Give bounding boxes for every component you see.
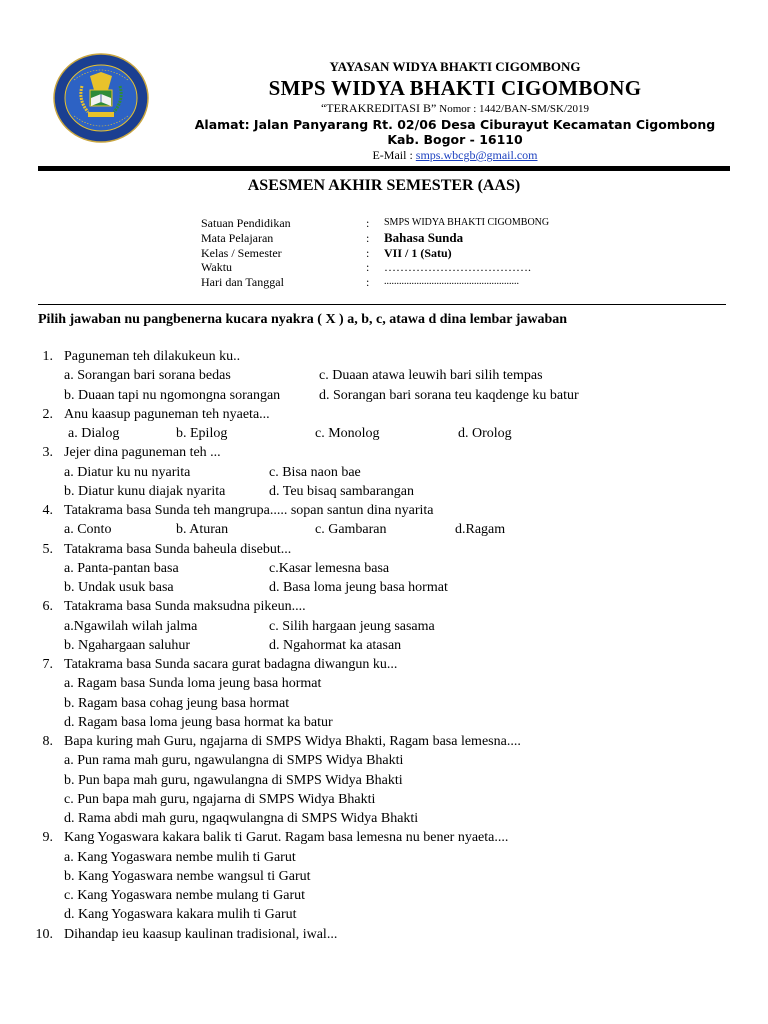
question-number: 4. <box>42 503 53 518</box>
answer-option: a. Diatur ku nu nyarita <box>64 464 191 480</box>
question-text: Paguneman teh dilakukeun ku.. <box>64 349 241 364</box>
answer-option: a.Ngawilah wilah jalma <box>64 618 198 634</box>
question-item <box>0 597 768 616</box>
question-text: Tatakrama basa Sunda baheula disebut... <box>64 541 292 557</box>
answer-option: a. Pun rama mah guru, ngawulangna di SMPS Widya Bhakti <box>64 753 404 769</box>
answer-option: a. Panta-pantan basa <box>64 560 179 576</box>
answer-option: b. Pun bapa mah guru, ngawulangna di SMPS Widya Bhakti <box>64 772 403 788</box>
email-link[interactable]: smps.wbcgb@gmail.com <box>415 148 538 162</box>
question-item <box>0 501 768 520</box>
question-text: Tatakrama basa Sunda teh mangrupa..... sopan santun dina nyarita <box>64 503 434 518</box>
answer-option: a. Kang Yogaswara nembe mulih ti Garut <box>64 849 296 865</box>
answer-option: d. Basa loma jeung basa hormat <box>269 580 448 595</box>
answer-option: c. Kang Yogaswara nembe mulang ti Garut <box>64 888 306 903</box>
question-number: 3. <box>42 445 53 461</box>
answer-option: b. Ngahargaan saluhur <box>64 637 191 653</box>
question-number: 2. <box>42 406 53 422</box>
letterhead <box>0 0 768 175</box>
foundation-name: YAYASAN WIDYA BHAKTI CIGOMBONG <box>329 59 581 74</box>
answer-option: c. Pun bapa mah guru, ngajarna di SMPS Widya Bhakti <box>64 791 376 807</box>
answer-option: a. Sorangan bari sorana bedas <box>64 368 231 384</box>
option-row <box>0 424 768 443</box>
answer-option: c. Duaan atawa leuwih bari silih tempas <box>319 368 543 384</box>
option-row <box>0 617 768 636</box>
address-line-2: Kab. Bogor - 16110 <box>387 132 523 147</box>
question-item <box>0 443 768 462</box>
question-item <box>0 732 768 751</box>
option-row <box>0 867 768 886</box>
option-row <box>0 636 768 655</box>
option-row <box>0 790 768 809</box>
answer-option: a. Ragam basa Sunda loma jeung basa hormat <box>64 676 322 692</box>
question-text: Tatakrama basa Sunda sacara gurat badagna diwangun ku... <box>64 657 398 672</box>
address-line-1: Alamat: Jalan Panyarang Rt. 02/06 Desa Ciburayut Kecamatan Cigombong <box>194 117 716 132</box>
answer-option: d.Ragam <box>455 522 506 538</box>
email-label: E-Mail : <box>372 148 416 162</box>
question-number: 8. <box>42 734 53 749</box>
info-colon: : <box>366 245 370 260</box>
option-row <box>0 809 768 828</box>
answer-option: c. Bisa naon bae <box>269 464 361 480</box>
instruction-text: Pilih jawaban nu pangbenerna kucara nyakra ( X ) a, b, c, atawa d dina lembar jawaban <box>38 312 568 327</box>
option-row <box>0 366 768 385</box>
answer-option: c. Monolog <box>315 426 380 441</box>
question-number: 6. <box>42 599 53 615</box>
info-row <box>201 275 621 290</box>
info-row <box>201 246 621 261</box>
answer-option: b. Undak usuk basa <box>64 580 174 595</box>
info-colon: : <box>366 260 370 275</box>
option-row <box>0 771 768 790</box>
answer-option: b. Aturan <box>176 522 229 538</box>
question-number: 7. <box>42 657 53 672</box>
school-name: SMPS WIDYA BHAKTI CIGOMBONG <box>268 76 642 100</box>
option-row <box>0 694 768 713</box>
answer-option: d. Rama abdi mah guru, ngaqwulangna di SMPS Widya Bhakti <box>64 811 419 826</box>
info-value: ...................................................... <box>384 276 519 288</box>
question-text: Jejer dina paguneman teh ... <box>64 445 221 461</box>
exam-title: ASESMEN AKHIR SEMESTER (AAS) <box>247 177 521 194</box>
option-row <box>0 482 768 501</box>
info-colon: : <box>366 216 370 230</box>
letterhead-text <box>175 58 735 164</box>
question-list <box>0 347 768 944</box>
option-row <box>0 463 768 482</box>
answer-option: a. Conto <box>64 522 112 538</box>
info-label: Hari dan Tanggal <box>201 275 284 290</box>
info-divider <box>38 304 726 305</box>
option-row <box>0 886 768 905</box>
answer-option: a. Dialog <box>68 426 120 441</box>
option-row <box>0 674 768 693</box>
info-colon: : <box>366 230 370 245</box>
answer-option: d. Ragam basa loma jeung basa hormat ka batur <box>64 714 333 730</box>
info-value: Bahasa Sunda <box>384 229 464 245</box>
info-label: Waktu <box>201 260 233 275</box>
school-logo <box>52 52 150 144</box>
question-number: 9. <box>42 830 53 846</box>
answer-option: b. Kang Yogaswara nembe wangsul ti Garut <box>64 868 311 884</box>
info-row <box>201 260 621 275</box>
option-row <box>0 713 768 732</box>
info-row <box>201 216 621 231</box>
answer-option: d. Sorangan bari sorana teu kaqdenge ku batur <box>319 387 579 403</box>
answer-option: c. Silih hargaan jeung sasama <box>269 618 435 634</box>
question-item <box>0 828 768 847</box>
answer-option: d. Teu bisaq sambarangan <box>269 483 414 499</box>
question-item <box>0 540 768 559</box>
option-row <box>0 578 768 597</box>
info-value: ………………………………. <box>384 260 531 275</box>
question-text: Bapa kuring mah Guru, ngajarna di SMPS Widya Bhakti, Ragam basa lemesna.... <box>64 734 521 749</box>
info-value: VII / 1 (Satu) <box>384 245 452 260</box>
answer-option: c. Gambaran <box>315 522 387 538</box>
info-row <box>201 231 621 246</box>
accreditation <box>175 101 735 117</box>
question-item <box>0 655 768 674</box>
option-row <box>0 751 768 770</box>
question-text: Tatakrama basa Sunda maksudna pikeun.... <box>64 599 306 615</box>
question-text: Kang Yogaswara kakara balik ti Garut. Ragam basa lemesna nu bener nyaeta.... <box>64 830 509 846</box>
question-number: 1. <box>42 349 53 364</box>
answer-option: c.Kasar lemesna basa <box>269 560 390 576</box>
answer-option: b. Ragam basa cohag jeung basa hormat <box>64 695 290 711</box>
answer-option: d. Ngahormat ka atasan <box>269 637 402 653</box>
question-text: Dihandap ieu kaasup kaulinan tradisional, iwal... <box>64 926 338 942</box>
answer-option: b. Epilog <box>176 426 228 441</box>
question-text: Anu kaasup paguneman teh nyaeta... <box>64 406 270 422</box>
answer-option: b. Diatur kunu diajak nyarita <box>64 483 226 499</box>
info-colon: : <box>366 275 370 290</box>
option-row <box>0 520 768 539</box>
info-label: Kelas / Semester <box>201 245 282 260</box>
option-row <box>0 386 768 405</box>
question-item <box>0 347 768 366</box>
option-row <box>0 848 768 867</box>
option-row <box>0 905 768 924</box>
question-item <box>0 405 768 424</box>
question-item <box>0 925 768 944</box>
info-label: Satuan Pendidikan <box>201 216 291 230</box>
info-label: Mata Pelajaran <box>201 230 274 245</box>
option-row <box>0 559 768 578</box>
question-number: 5. <box>42 541 53 557</box>
answer-option: d. Kang Yogaswara kakara mulih ti Garut <box>64 907 297 923</box>
info-value: SMPS WIDYA BHAKTI CIGOMBONG <box>384 217 550 228</box>
answer-option: b. Duaan tapi nu ngomongna sorangan <box>64 387 281 403</box>
email-line <box>175 147 735 164</box>
question-number: 10. <box>35 926 53 942</box>
accreditation-status: “TERAKREDITASI B” <box>320 101 437 115</box>
header-divider <box>38 166 730 171</box>
exam-info-table <box>201 216 621 290</box>
answer-option: d. Orolog <box>458 426 512 441</box>
accreditation-number: Nomor : 1442/BAN-SM/SK/2019 <box>439 103 590 115</box>
